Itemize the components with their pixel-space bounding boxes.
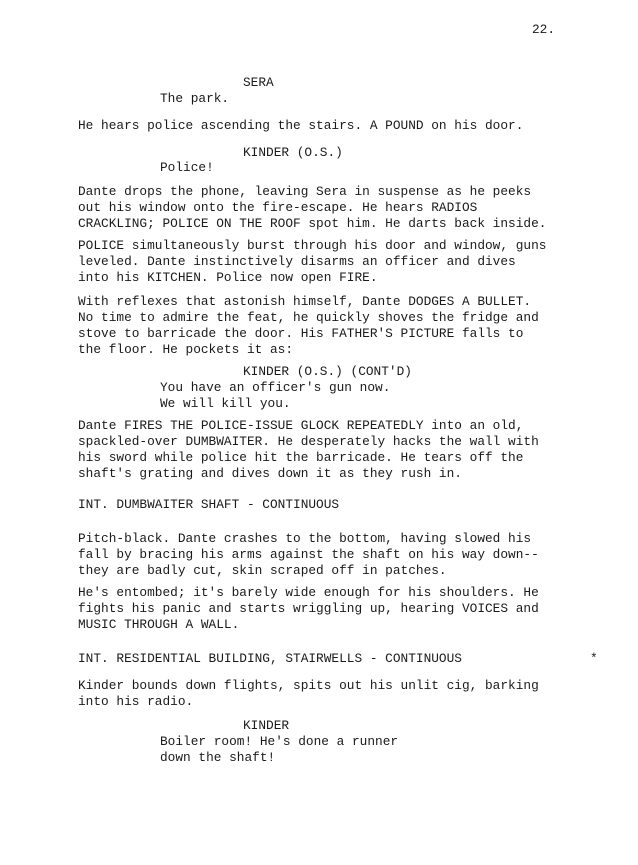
dialogue-kinder-gun: You have an officer's gun now. We will kill you. [160, 380, 391, 411]
page-number: 22. [532, 22, 556, 37]
action-pitch-black: Pitch-black. Dante crashes to the bottom, having slowed his fall by bracing his arms against the shaft on his way down-- they are badly cut, skin scraped off in patches. [78, 531, 539, 578]
action-dante-fires: Dante FIRES THE POLICE-ISSUE GLOCK REPEATEDLY into an old, spackled-over DUMBWAITER. He desperately hacks the wall with his sword while police hit the barricade. He tears off the shaft's grating and dives down it as they rush in. [78, 418, 539, 481]
scene-heading-dumbwaiter-shaft: INT. DUMBWAITER SHAFT - CONTINUOUS [78, 497, 340, 512]
action-entombed: He's entombed; it's barely wide enough for his shoulders. He fights his panic and starts wriggling up, hearing VOICES and MUSIC THROUGH A WALL. [78, 585, 539, 632]
character-name-kinder-os: KINDER (O.S.) [243, 145, 343, 160]
action-police-burst: POLICE simultaneously burst through his door and window, guns leveled. Dante instinctively disarms an officer and dives into his KITCHEN. Police now open FIRE. [78, 238, 547, 285]
dialogue-kinder-boiler-room: Boiler room! He's done a runner down the shaft! [160, 734, 399, 765]
action-reflexes: With reflexes that astonish himself, Dante DODGES A BULLET. No time to admire the feat, he quickly shoves the fridge and stove to barricade the door. His FATHER'S PICTURE falls to the floor. He pockets it as: [78, 294, 539, 357]
revision-mark: * [590, 651, 598, 666]
character-name-kinder-os-contd: KINDER (O.S.) (CONT'D) [243, 364, 412, 379]
dialogue-sera: The park. [160, 91, 230, 106]
dialogue-kinder-police: Police! [160, 160, 214, 175]
character-name-kinder: KINDER [243, 718, 290, 733]
character-name-sera: SERA [243, 75, 274, 90]
scene-heading-stairwells: INT. RESIDENTIAL BUILDING, STAIRWELLS - CONTINUOUS [78, 651, 462, 666]
action-dante-drops-phone: Dante drops the phone, leaving Sera in suspense as he peeks out his window onto the fire-escape. He hears RADIOS CRACKLING; POLICE ON THE ROOF spot him. He darts back inside. [78, 184, 547, 231]
action-kinder-bounds: Kinder bounds down flights, spits out his unlit cig, barking into his radio. [78, 678, 539, 709]
action-police-ascending: He hears police ascending the stairs. A POUND on his door. [78, 118, 524, 133]
